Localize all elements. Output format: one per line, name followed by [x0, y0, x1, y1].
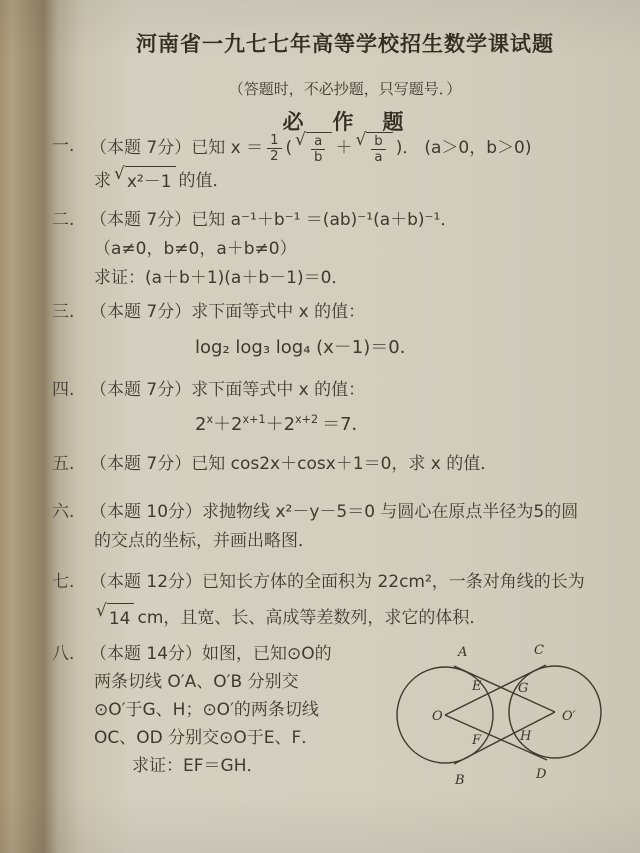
sqrt-b-over-a: √ $\frac{b}{a}$: [355, 132, 392, 166]
question-5-number: 五.: [52, 454, 75, 474]
question-1-line-2: 求 √ x²－1 的值．: [90, 166, 230, 197]
question-1-line-1: （本题 7分）已知 x ＝ $\frac{1}{2}$ ( √ $\frac{a}{b}$ ＋ √ $\frac{b}{a}$ )． (a＞0，b＞0): [90, 130, 532, 166]
question-1-number: 一.: [52, 136, 75, 156]
question-3-number: 三.: [52, 302, 75, 322]
label-F: F: [472, 733, 482, 748]
question-5-line-1: （本题 7分）已知 cos2x＋cosx＋1＝0，求 x 的值．: [90, 454, 498, 474]
question-8-number: 八.: [52, 644, 75, 664]
question-4-number: 四.: [52, 380, 75, 400]
question-3-equation: log₂ log₃ log₄ (x－1)＝0．: [195, 337, 418, 358]
section-heading: 必 作 题: [282, 110, 408, 134]
question-6-line-1: （本题 10分）求抛物线 x²－y－5＝0 与圆心在原点半径为5的圆: [90, 502, 579, 522]
question-4-line-1: （本题 7分）求下面等式中 x 的值：: [90, 380, 366, 400]
sqrt-a-over-b: √ $\frac{a}{b}$: [295, 132, 332, 166]
sqrt-14: √ 14: [96, 603, 134, 634]
tangent-line-OC: [445, 665, 546, 715]
question-2-number: 二.: [52, 210, 75, 230]
question-2: [52, 206, 624, 293]
question-8-line-4: OC、OD 分别交⊙O于E、F．: [94, 728, 319, 748]
question-3-line-1: （本题 7分）求下面等式中 x 的值：: [90, 302, 366, 322]
question-8-line-2: 两条切线 O′A、O′B 分别交: [94, 672, 299, 692]
label-O: O: [432, 709, 443, 724]
question-7: [52, 568, 624, 634]
label-G: G: [518, 681, 529, 696]
fraction-one-half: $\frac{1}{2}$: [267, 133, 281, 165]
question-3: [52, 298, 624, 362]
question-7-line-1: （本题 12分）已知长方体的全面积为 22cm²，一条对角线的长为: [90, 572, 585, 592]
label-E: E: [472, 679, 482, 694]
question-2-line-2: （a≠0，b≠0，a＋b≠0）: [94, 239, 297, 259]
tangent-line-OprimeA: [454, 666, 555, 712]
label-H: H: [520, 729, 532, 744]
question-8: [52, 640, 384, 780]
question-6: [52, 498, 624, 556]
question-4: [52, 376, 624, 439]
page-title: 河南省一九七七年高等学校招生数学课试题: [136, 32, 554, 56]
question-6-line-2: 的交点的坐标，并画出略图．: [94, 531, 315, 551]
question-7-number: 七.: [52, 572, 75, 592]
question-6-number: 六.: [52, 502, 75, 522]
question-1: [52, 132, 624, 197]
label-D: D: [536, 767, 547, 782]
label-C: C: [534, 643, 544, 658]
question-2-line-1: （本题 7分）已知 a⁻¹＋b⁻¹ ＝(ab)⁻¹(a＋b)⁻¹．: [90, 210, 458, 230]
label-O-prime: O′: [562, 709, 576, 724]
tangent-line-OD: [445, 715, 547, 760]
two-circles-diagram: [388, 638, 638, 808]
question-7-line-2: √ 14 cm，且宽、长、高成等差数列，求它的体积．: [90, 603, 486, 634]
question-8-line-1: （本题 14分）如图，已知⊙O的: [90, 644, 332, 664]
question-4-equation: $2^x+2^{x+1}+2^{x+2} =7$．: [195, 413, 370, 435]
question-2-line-3: 求证：(a＋b＋1)(a＋b－1)＝0．: [94, 268, 349, 288]
label-A: A: [458, 645, 468, 660]
sqrt-x-squared-minus-1: √ x²－1: [114, 166, 176, 197]
label-B: B: [455, 773, 465, 788]
question-8-line-3: ⊙O′于G、H；⊙O′的两条切线: [94, 700, 319, 720]
question-8-line-5: 求证：EF＝GH．: [132, 756, 264, 776]
page-subtitle: （答题时，不必抄题，只写题号．）: [228, 80, 462, 98]
question-5: [52, 450, 624, 479]
